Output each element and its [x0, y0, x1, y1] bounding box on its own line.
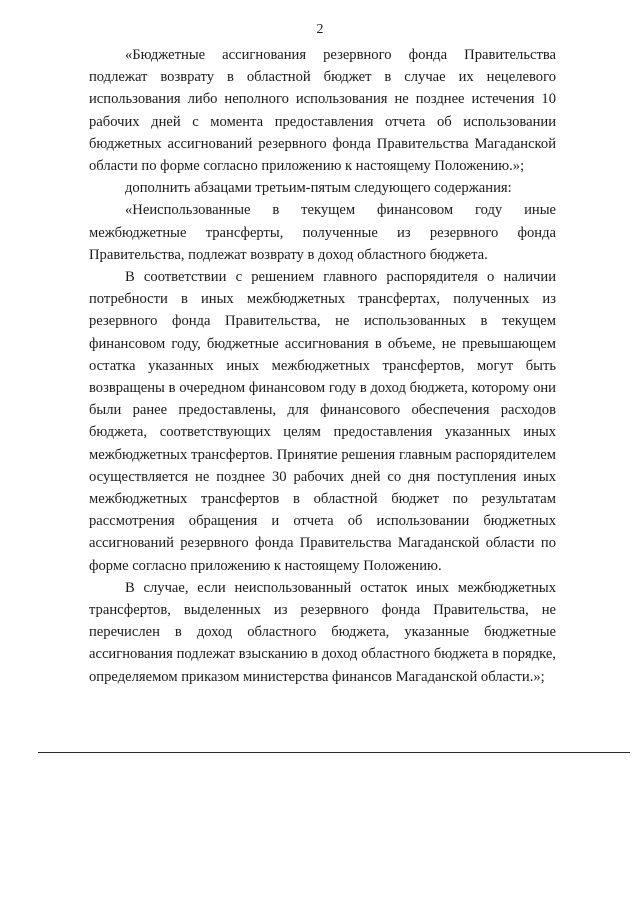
paragraph-3: «Неиспользованные в текущем финансовом году иные межбюджетные трансферты, полученные из резервного фонда Правительства, подлежат возврату в доход областного бюджета.	[89, 202, 556, 263]
paragraph-5: В случае, если неиспользованный остаток иных межбюджетных трансфертов, выделенных из резервного фонда Правительства, не перечислен в доход областного бюджета, указанные бюджетные ассигнования подлежат взысканию в доход областного бюджета в порядке, определяемом приказом министерства финансов Магаданской области.»;	[89, 579, 556, 685]
paragraph-4: В соответствии с решением главного распорядителя о наличии потребности в иных межбюджетных трансфертах, полученных из резервного фонда Правительства, не использованных в текущем финансовом году, бюджетные ассигнования в объеме, не превышающем остатка указанных иных межбюджетных трансфертов, могут быть возвращены в очередном финансовом году в доход бюджета, которому они были ранее предоставлены, для финансового обеспечения расходов бюджета, соответствующих целям предоставления указанных иных межбюджетных трансфертов. Принятие решения главным распорядителем осуществляется не позднее 30 рабочих дней со дня поступления иных межбюджетных трансфертов в областной бюджет по результатам рассмотрения обращения и отчета об использовании бюджетных ассигнований резервного фонда Правительства Магаданской области по форме согласно приложению к настоящему Положению.	[89, 269, 556, 574]
page-number: 2	[316, 22, 324, 37]
paragraph-2: дополнить абзацами третьим-пятым следующего содержания:	[125, 180, 512, 197]
bottom-divider-line	[38, 752, 630, 753]
paragraph-1: «Бюджетные ассигнования резервного фонда Правительства подлежат возврату в областной бюджет в случае их нецелевого использования либо неполного использования не позднее истечения 10 рабочих дней с момента предоставления отчета об использовании бюджетных ассигнований резервного фонда Правительства Магаданской области по форме согласно приложению к настоящему Положению.»;	[89, 47, 556, 175]
document-body	[89, 44, 556, 688]
